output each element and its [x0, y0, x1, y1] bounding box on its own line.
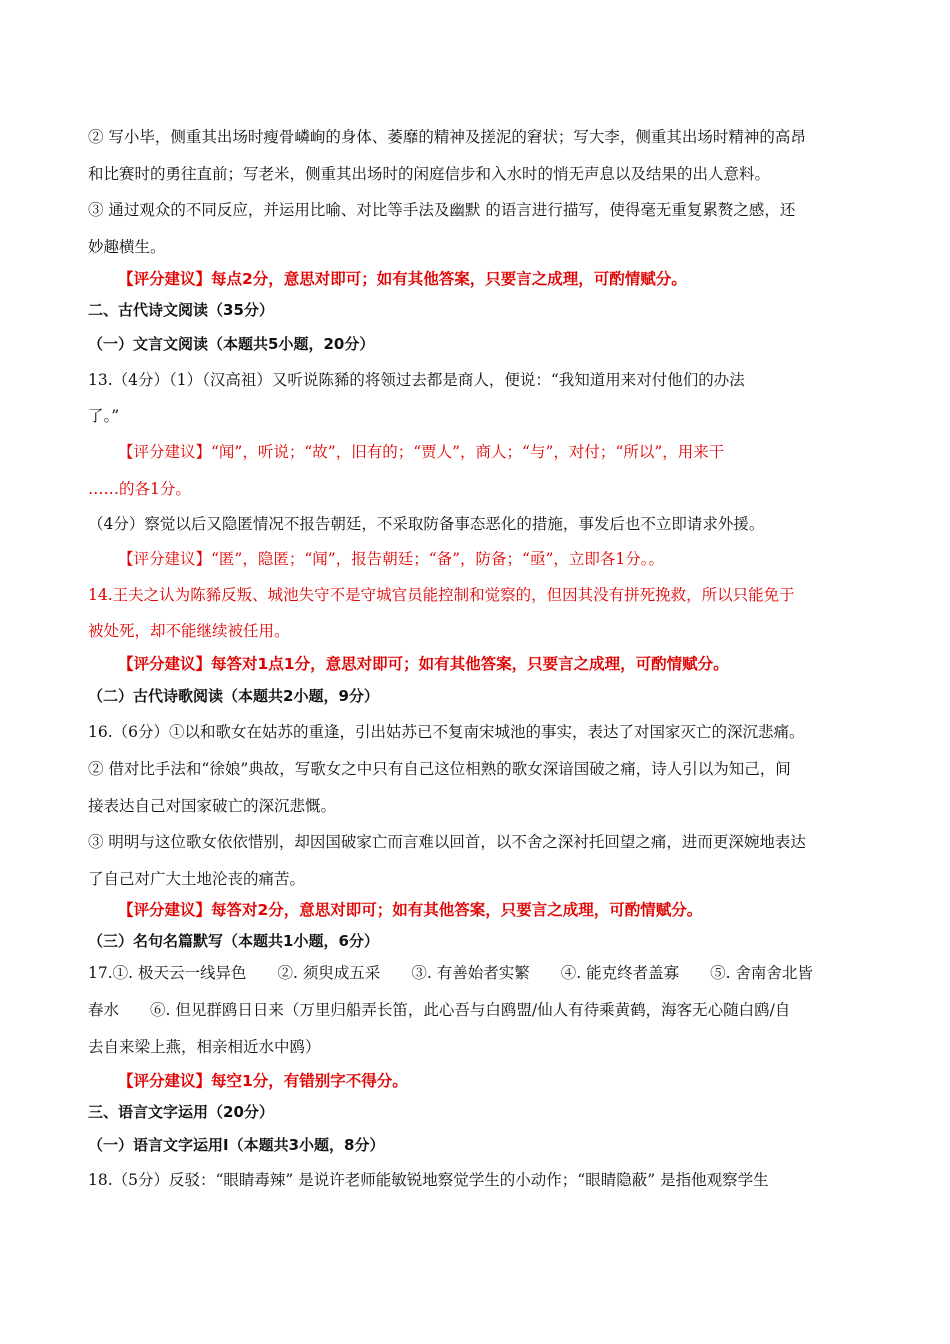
answer-line: ③ 明明与这位歌女依依惜别，却因国破家亡而言难以回首，以不舍之深衬托回望之痛，进而更深婉地表达 — [88, 833, 806, 851]
answer-line: （4分）察觉以后又隐匿情况不报告朝廷，不采取防备事态恶化的措施，事发后也不立即请求外援。 — [88, 515, 765, 533]
answer-line: 14.王夫之认为陈豨反叛、城池失守不是守城官员能控制和觉察的，但因其没有拼死挽救，所以只能免于 — [88, 586, 795, 604]
answer-line: ③ 通过观众的不同反应，并运用比喻、对比等手法及幽默 的语言进行描写，使得毫无重复累赘之感，还 — [88, 201, 796, 219]
section-heading: 三、语言文字运用（20分） — [88, 1103, 274, 1121]
subsection-heading: （一）语言文字运用Ⅰ（本题共3小题，8分） — [88, 1136, 385, 1154]
answer-line: 18.（5分）反驳：“眼睛毒辣” 是说许老师能敏锐地察觉学生的小动作；“眼睛隐蔽” 是指他观察学生 — [88, 1171, 769, 1189]
subsection-heading: （三）名句名篇默写（本题共1小题，6分） — [88, 932, 379, 950]
scoring-note: 【评分建议】每点2分，意思对即可；如有其他答案，只要言之成理，可酌情赋分。 — [118, 270, 687, 288]
answer-line: ② 写小毕，侧重其出场时瘦骨嶙峋的身体、萎靡的精神及搓泥的窘状；写大李，侧重其出场时精神的高昂 — [88, 128, 806, 146]
subsection-heading: （一）文言文阅读（本题共5小题，20分） — [88, 335, 375, 353]
section-heading: 二、古代诗文阅读（35分） — [88, 301, 274, 319]
scoring-note: 【评分建议】每答对2分，意思对即可；如有其他答案，只要言之成理，可酌情赋分。 — [118, 901, 703, 919]
answer-line: 17.①. 极天云一线异色 ②. 须臾成五采 ③. 有善始者实繁 ④. 能克终者盖寡 ⑤. 舍南舍北皆 — [88, 964, 813, 982]
answer-line: 16.（6分）①以和歌女在姑苏的重逢，引出姑苏已不复南宋城池的事实，表达了对国家灭亡的深沉悲痛。 — [88, 723, 805, 741]
answer-line: ② 借对比手法和“徐娘”典故，写歌女之中只有自己这位相熟的歌女深谙国破之痛，诗人引以为知己，间 — [88, 760, 791, 778]
scoring-note: ……的各1分。 — [88, 480, 191, 498]
answer-line: 了自己对广大土地沦丧的痛苦。 — [88, 870, 306, 888]
scoring-note: 【评分建议】“闻”，听说；“故”，旧有的；“贾人”，商人；“与”，对付；“所以”，用来干 — [118, 443, 725, 461]
scoring-note: 【评分建议】每空1分，有错别字不得分。 — [118, 1072, 408, 1090]
answer-line: 春水 ⑥. 但见群鸥日日来（万里归船弄长笛，此心吾与白鸥盟/仙人有待乘黄鹤，海客无心随白鸥/自 — [88, 1001, 791, 1019]
scoring-note: 【评分建议】每答对1点1分，意思对即可；如有其他答案，只要言之成理，可酌情赋分。 — [118, 655, 729, 673]
subsection-heading: （二）古代诗歌阅读（本题共2小题，9分） — [88, 687, 379, 705]
answer-line: 去自来梁上燕，相亲相近水中鸥） — [88, 1038, 321, 1056]
answer-line: 被处死，却不能继续被任用。 — [88, 622, 290, 640]
answer-line: 接表达自己对国家破亡的深沉悲慨。 — [88, 797, 337, 815]
answer-line: 和比赛时的勇往直前；写老米，侧重其出场时的闲庭信步和入水时的悄无声息以及结果的出人意料。 — [88, 165, 771, 183]
answer-line: 了。” — [88, 407, 120, 425]
answer-line: 13.（4分）（1）（汉高祖）又听说陈豨的将领过去都是商人，便说：“我知道用来对付他们的办法 — [88, 371, 745, 389]
answer-line: 妙趣横生。 — [88, 238, 166, 256]
scoring-note: 【评分建议】“匿”，隐匿；“闻”，报告朝廷；“备”，防备；“亟”，立即各1分。。 — [118, 550, 665, 568]
